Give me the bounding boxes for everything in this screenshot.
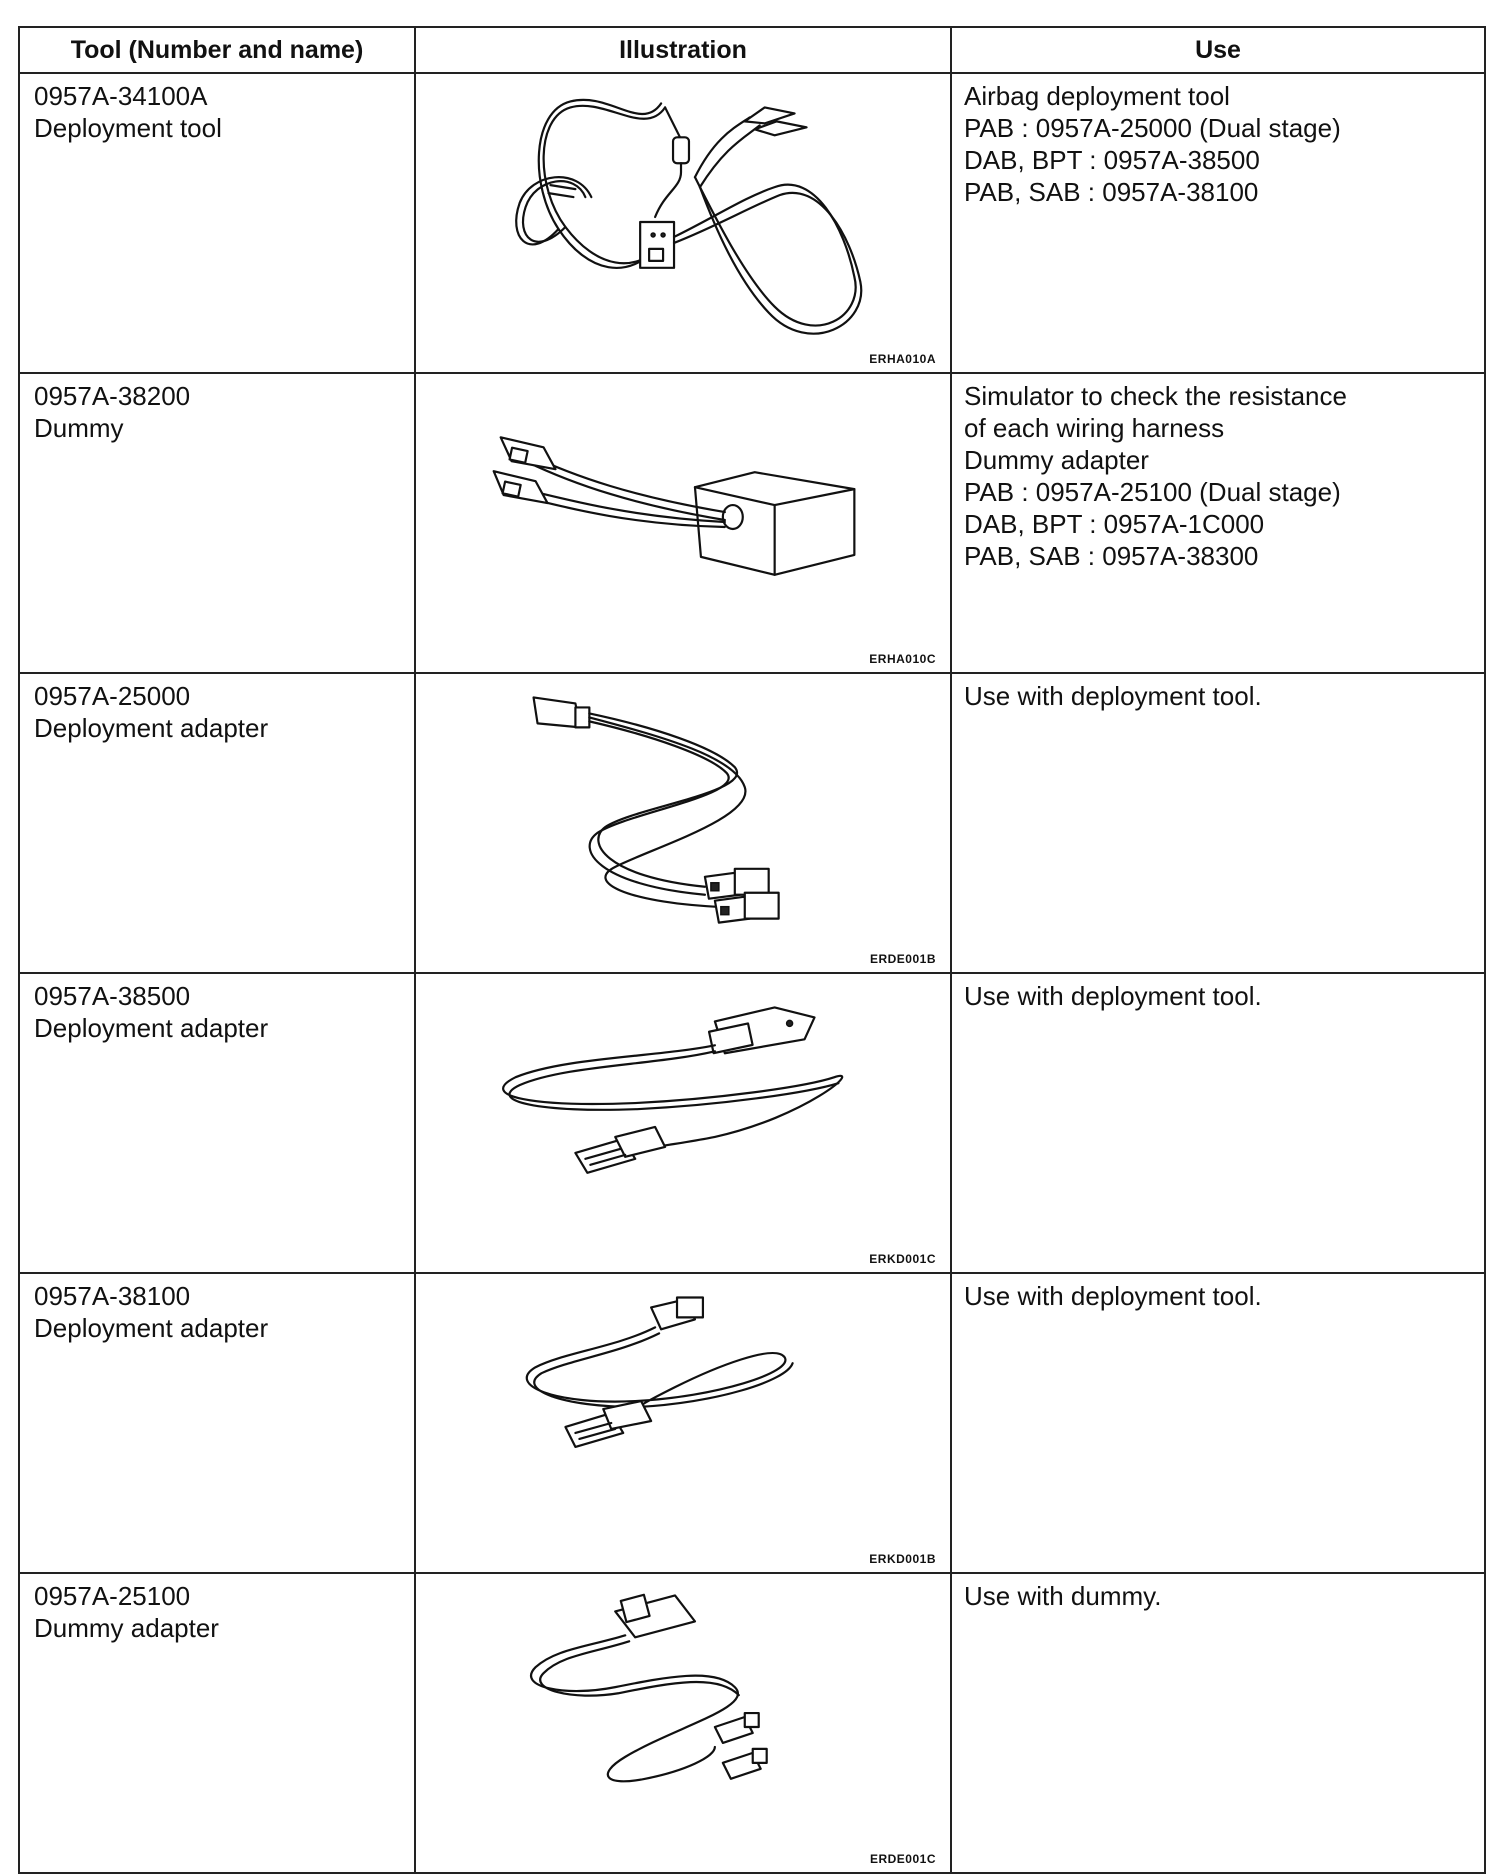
- tool-cell: [19, 1573, 415, 1873]
- special-tools-table: [18, 26, 1486, 1874]
- tool-cell: [19, 73, 415, 373]
- use-line: Use with deployment tool.: [964, 981, 1262, 1011]
- dummy-adapter-cable-icon: [416, 1574, 950, 1872]
- table-row: [19, 973, 1485, 1273]
- use-line: Dummy adapter: [964, 445, 1149, 475]
- tool-name: Deployment adapter: [34, 1313, 269, 1343]
- use-cell: [951, 673, 1485, 973]
- use-cell: [951, 973, 1485, 1273]
- deployment-tool-harness-icon: [416, 74, 950, 372]
- use-line: PAB, SAB : 0957A-38100: [964, 177, 1259, 207]
- illustration-cell: [415, 973, 951, 1273]
- figure-code: ERHA010C: [869, 652, 936, 666]
- figure-code: ERKD001B: [869, 1552, 936, 1566]
- illustration-cell: [415, 1573, 951, 1873]
- dummy-resistor-box-icon: [416, 374, 950, 672]
- table-row: [19, 373, 1485, 673]
- tool-cell: [19, 973, 415, 1273]
- tool-name: Deployment adapter: [34, 1013, 269, 1043]
- tool-name: Dummy adapter: [34, 1613, 219, 1643]
- header-use: Use: [951, 27, 1485, 73]
- illustration-cell: [415, 373, 951, 673]
- tool-cell: [19, 673, 415, 973]
- use-line: PAB, SAB : 0957A-38300: [964, 541, 1259, 571]
- use-line: DAB, BPT : 0957A-38500: [964, 145, 1260, 175]
- figure-code: ERHA010A: [869, 352, 936, 366]
- figure-code: ERDE001B: [869, 952, 936, 966]
- tool-number: 0957A-38500: [34, 981, 191, 1011]
- illustration-cell: [415, 673, 951, 973]
- table-row: [19, 1273, 1485, 1573]
- use-line: PAB : 0957A-25000 (Dual stage): [964, 113, 1341, 143]
- figure-code: ERDE001C: [869, 1852, 936, 1866]
- use-line: Use with deployment tool.: [964, 1281, 1262, 1311]
- use-line: Use with dummy.: [964, 1581, 1162, 1611]
- table-row: [19, 673, 1485, 973]
- use-cell: [951, 1573, 1485, 1873]
- use-line: Use with deployment tool.: [964, 681, 1262, 711]
- header-illustration: Illustration: [415, 27, 951, 73]
- use-line: of each wiring harness: [964, 413, 1225, 443]
- tool-name: Deployment tool: [34, 113, 222, 143]
- use-cell: [951, 373, 1485, 673]
- use-line: DAB, BPT : 0957A-1C000: [964, 509, 1265, 539]
- figure-code: ERKD001C: [869, 1252, 936, 1266]
- use-cell: [951, 1273, 1485, 1573]
- use-line: Simulator to check the resistance: [964, 381, 1347, 411]
- tool-number: 0957A-25100: [34, 1581, 191, 1611]
- tool-name: Deployment adapter: [34, 713, 269, 743]
- tool-number: 0957A-38100: [34, 1281, 191, 1311]
- tool-number: 0957A-25000: [34, 681, 191, 711]
- use-line: PAB : 0957A-25100 (Dual stage): [964, 477, 1341, 507]
- use-cell: [951, 73, 1485, 373]
- illustration-cell: [415, 73, 951, 373]
- tool-number: 0957A-38200: [34, 381, 191, 411]
- use-line: Airbag deployment tool: [964, 81, 1230, 111]
- adapter-cable-icon: [416, 1274, 950, 1572]
- table-row: [19, 1573, 1485, 1873]
- header-tool: Tool (Number and name): [19, 27, 415, 73]
- tool-cell: [19, 373, 415, 673]
- illustration-cell: [415, 1273, 951, 1573]
- dual-stage-adapter-cable-icon: [416, 674, 950, 972]
- table-row: [19, 73, 1485, 373]
- tool-cell: [19, 1273, 415, 1573]
- adapter-cable-icon: [416, 974, 950, 1272]
- header-row: [19, 27, 1485, 73]
- tool-number: 0957A-34100A: [34, 81, 208, 111]
- tool-name: Dummy: [34, 413, 124, 443]
